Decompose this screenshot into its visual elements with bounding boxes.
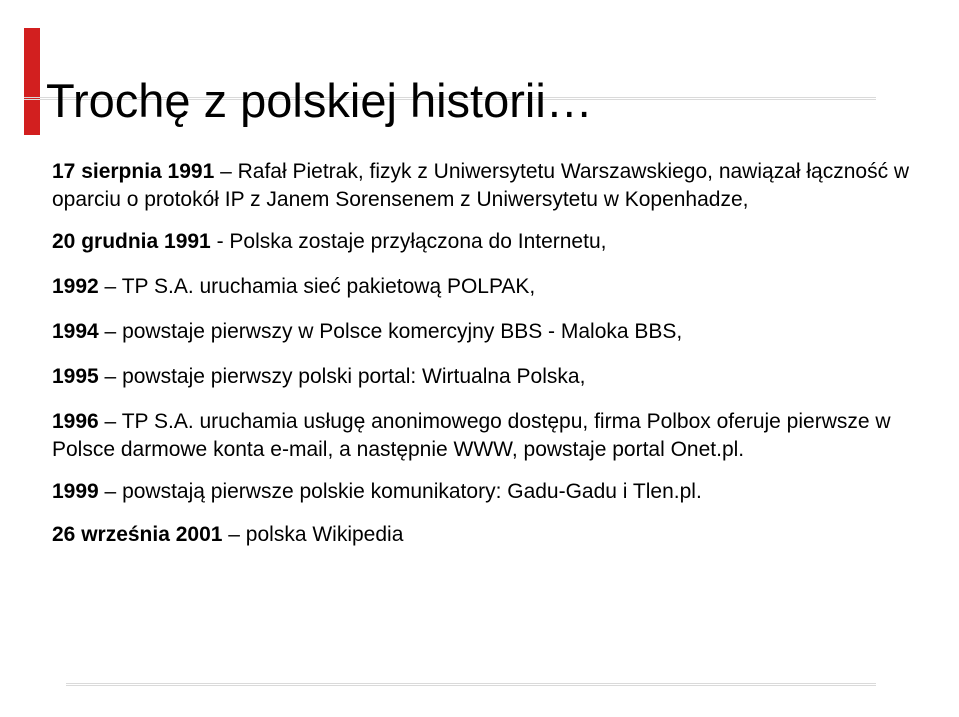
entry-text: – powstaje pierwszy w Polsce komercyjny BBS - Maloka BBS,: [98, 320, 683, 343]
entry-text: – TP S.A. uruchamia sieć pakietową POLPAK,: [98, 275, 536, 298]
entry-date: 20 grudnia 1991: [52, 230, 211, 253]
entry-date: 1999: [52, 480, 99, 503]
entry-date: 1996: [52, 410, 99, 433]
entry-date: 1994: [52, 320, 99, 343]
footer-divider: [66, 683, 876, 686]
history-entry-1992: [52, 273, 912, 301]
entry-date: 1995: [52, 365, 99, 388]
entry-date: 26 września 2001: [52, 523, 223, 546]
slide-title: Trochę z polskiej historii…: [46, 74, 593, 128]
entry-date: 17 sierpnia 1991: [52, 160, 215, 183]
history-entry-1996: [52, 408, 912, 464]
entry-text: - Polska zostaje przyłączona do Internetu,: [210, 230, 607, 253]
entry-text: – polska Wikipedia: [222, 523, 404, 546]
entry-text: – TP S.A. uruchamia usługę anonimowego dostępu, firma Polbox oferuje pierwsze w Polsce darmowe konta e-mail, a następnie WWW, powstaje portal Onet.pl.: [52, 410, 891, 461]
history-entry-2001: [52, 521, 912, 549]
entry-text: – Rafał Pietrak, fizyk z Uniwersytetu Warszawskiego, nawiązał łączność w oparciu o protokół IP z Janem Sorensenem z Uniwersytetu w Kopenhadze,: [52, 160, 910, 211]
entry-date: 1992: [52, 275, 99, 298]
history-entry-1991-aug: [52, 158, 912, 214]
history-entry-1994: [52, 318, 912, 346]
entry-text: – powstają pierwsze polskie komunikatory: Gadu-Gadu i Tlen.pl.: [98, 480, 702, 503]
history-entry-1991-dec: [52, 228, 912, 256]
entry-text: – powstaje pierwszy polski portal: Wirtualna Polska,: [98, 365, 586, 388]
red-accent-bar: [24, 28, 40, 135]
history-list: [52, 158, 912, 549]
history-entry-1995: [52, 363, 912, 391]
history-entry-1999: [52, 478, 912, 506]
